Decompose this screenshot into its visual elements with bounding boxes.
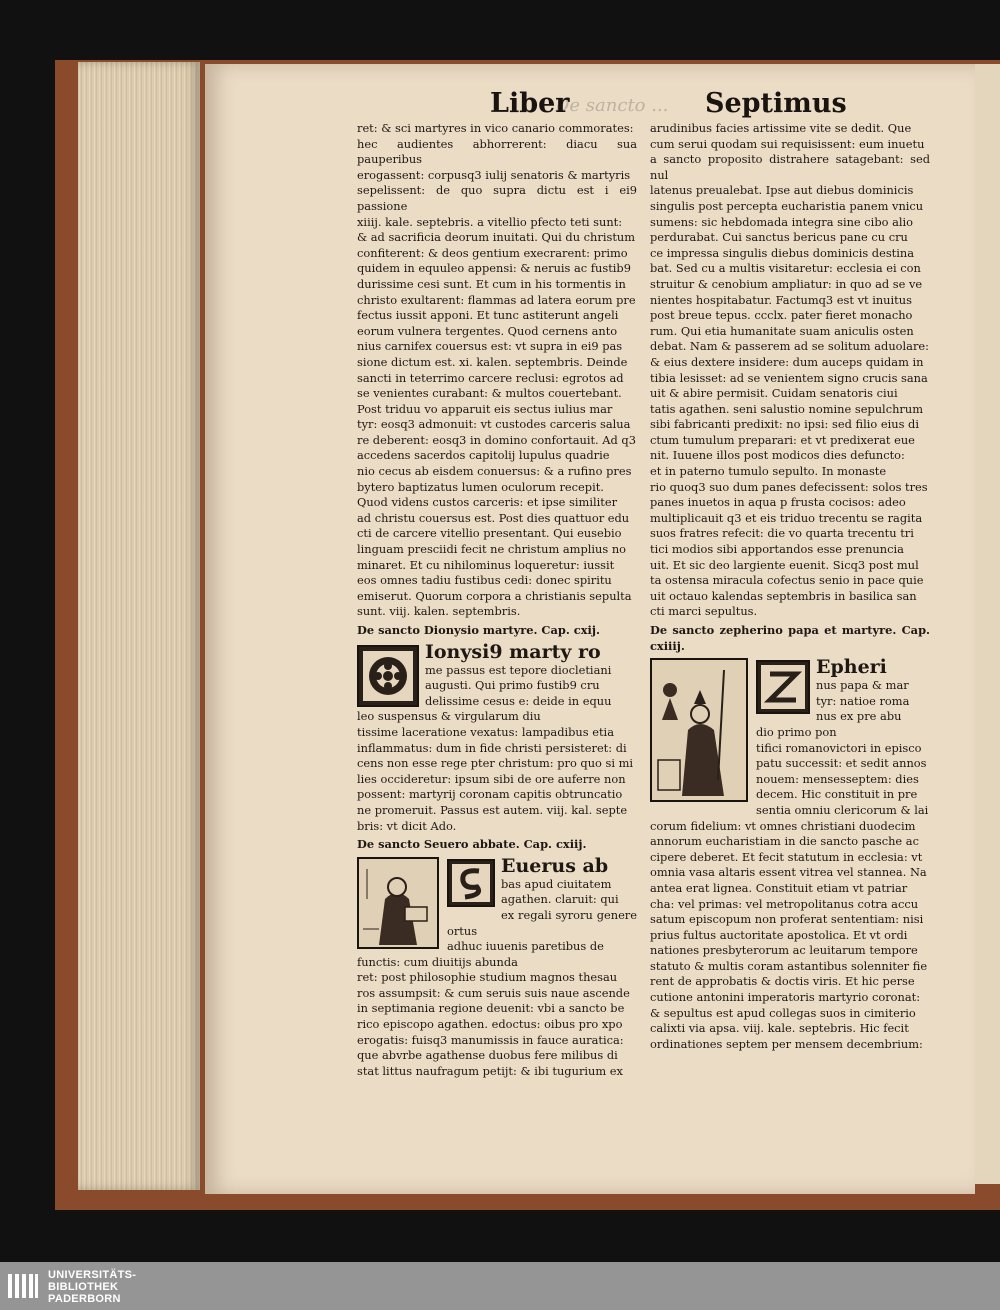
text-line: cutione antonini imperatoris martyrio coronat: (650, 990, 921, 1005)
text-line: bris: vt dicit Ado. (357, 818, 457, 833)
text-line: eos omnes tadiu fustibus cedi: donec spiritu (357, 573, 612, 588)
rubric-zepherinus: De sancto zepherino papa et martyre. Cap. cxiiij. (650, 623, 930, 653)
text-line: rent de approbatis & doctis viris. Et hic perse (650, 974, 915, 989)
text-line: cti de carcere vitellio presentant. Qui eusebio (357, 526, 622, 541)
text-line: ret: post philosophie studium magnos thesau (357, 970, 618, 985)
text-line: augusti. Qui primo fustib9 cru (425, 678, 600, 693)
text-line: possent: martyrij coronam capitis obtruncatio (357, 787, 623, 802)
text-line: ordinationes septem per mensem decembrium: (650, 1036, 923, 1051)
text-line: sepelissent: de quo supra dictu est i ei9 passione (357, 183, 637, 213)
rubric-dionysius: De sancto Dionysio martyre. Cap. cxij. (357, 623, 600, 637)
text-line: uit. Et sic deo largiente euenit. Sicq3 post mul (650, 557, 919, 572)
text-line: sibi fabricanti predixit: no ipsi: sed filio eius di (650, 417, 919, 432)
text-line: a sancto proposito distrahere satagebant: sed nul (650, 152, 930, 182)
text-line: bas apud ciuitatem (501, 876, 612, 891)
text-line: statuto & multis coram astantibus solenniter fie (650, 958, 928, 973)
text-line: nius carnifex couersus est: vt supra in ei9 pas (357, 339, 623, 354)
text-line: ta ostensa miracula cofectus senio in pace quie (650, 573, 924, 588)
text-line: tibia lesisset: ad se venientem signo crucis sana (650, 370, 928, 385)
text-line: hec audientes abhorrerent: diacu sua pauperibus (357, 136, 637, 167)
library-name-line-1: UNIVERSITÄTS- (48, 1269, 137, 1281)
monk-woodcut-image (357, 857, 439, 949)
text-line: rum. Qui etia humanitate suam aniculis osten (650, 323, 914, 338)
text-line: latenus preualebat. Ipse aut diebus dominicis (650, 183, 914, 198)
library-footer (0, 1262, 1000, 1310)
right-top-text (650, 121, 930, 620)
text-line: et in paterno tumulo sepulto. In monaste (650, 464, 887, 479)
text-line: tyr: eosq3 admonuit: vt custodes carceris salua (357, 417, 631, 432)
text-line: ctum tumulum preparari: et vt predixerat eue (650, 432, 915, 447)
text-line: eorum vulnera tergentes. Quod cernens anto (357, 323, 618, 338)
severus-entry (357, 855, 637, 1080)
text-line: tatis agathen. seni salustio nomine sepulchrum (650, 401, 923, 416)
text-line: nio cecus ab eisdem conuersus: & a rufino pres (357, 464, 632, 479)
text-line: struitur & cenobium ampliatur: in quo ad se ve (650, 276, 923, 291)
text-line: cens non esse rege pter christum: pro quo si mi (357, 756, 634, 771)
text-line: debat. Nam & passerem ad se solitum aduolare: (650, 339, 929, 354)
text-line: bytero baptizatus lumen oculorum recepit. (357, 479, 604, 494)
text-line: antea erat lignea. Constituit etiam vt patriar (650, 880, 908, 895)
text-line: stat littus naufragum petijt: & ibi tugurium ex (357, 1063, 623, 1078)
text-line: bat. Sed cu a multis visitaretur: ecclesia ei con (650, 261, 921, 276)
text-line: nus ex pre abu (816, 709, 902, 724)
text-line: ex regali syroru genere ortus (447, 907, 637, 938)
library-name (48, 1269, 136, 1305)
text-line: accedens sacerdos capitolij lupulus quadrie (357, 448, 610, 463)
text-line: post breue tepus. ccclx. pater fieret monacho (650, 308, 913, 323)
text-line: tifici romanovictori in episco (756, 740, 922, 755)
text-line: rio quoq3 suo dum panes defecissent: solos tres (650, 479, 928, 494)
text-line: quidem in equuleo appensi: & neruis ac fustib9 (357, 261, 631, 276)
text-line: inflammatus: dum in fide christi persisteret: di (357, 740, 627, 755)
text-line: suos fratres refecit: die vo quarta trecentu tri (650, 526, 914, 541)
running-head-left: Liber (490, 88, 570, 119)
text-line: me passus est tepore diocletiani (425, 662, 612, 677)
text-line: sentia omniu clericorum & lai (756, 802, 929, 817)
text-line: sunt. viij. kalen. septembris. (357, 604, 521, 619)
running-head-right: Septimus (705, 88, 847, 119)
text-line: singulis post percepta eucharistia panem vnicu (650, 198, 924, 213)
text-line: leo suspensus & virgularum diu (357, 709, 541, 724)
text-line: decem. Hic constituit in pre (756, 787, 918, 802)
right-column (650, 121, 930, 1052)
text-line: adhuc iuuenis paretibus de (447, 939, 604, 954)
left-column (357, 121, 637, 1079)
text-line: nus papa & mar (816, 678, 909, 693)
text-line: agathen. claruit: qui (501, 892, 619, 907)
text-line: calixti via apsa. viij. kale. septebris. Hic fecit (650, 1021, 909, 1036)
zepherinus-heading: Epheri (816, 656, 887, 679)
text-line: sancti in teterrimo carcere reclusi: egrotos ad (357, 370, 624, 385)
text-line: tissime laceratione vexatus: lampadibus etia (357, 724, 614, 739)
text-line: delissime cesus e: deide in equu (425, 693, 612, 708)
next-leaf (975, 64, 1000, 1184)
text-line: multiplicauit q3 et eis triduo trecentu se ragita (650, 510, 923, 525)
zepherinus-entry (650, 656, 930, 1052)
text-line: sumens: sic hebdomada integra sine cibo alio (650, 214, 914, 229)
library-name-line-2: BIBLIOTHEK (48, 1281, 119, 1293)
rubric-severus: De sancto Seuero abbate. Cap. cxiij. (357, 837, 587, 852)
text-line: christo exultarent: flammas ad latera eorum pre (357, 292, 636, 307)
text-line: linguam presciidi fecit ne christum amplius no (357, 542, 627, 557)
text-line: & eius dextere insidere: dum auceps quidam in (650, 354, 924, 369)
text-line: cum serui quodam sui requisissent: eum inuetu (650, 136, 925, 151)
text-line: durissime cesi sunt. Et cum in his tormentis in (357, 276, 626, 291)
text-line: panes inuetos in aqua p frusta cocisos: adeo (650, 495, 906, 510)
initial-z-ornament (756, 660, 810, 714)
text-line: que abvrbe agathense duobus fere milibus di (357, 1048, 618, 1063)
text-line: omnia vasa altaris essent vitrea vel stannea. Na (650, 865, 927, 880)
text-line: re deberent: eosq3 in domino confortauit. Ad q3 (357, 432, 636, 447)
pope-woodcut-image (650, 658, 748, 802)
text-line: lies occideretur: ipsum sibi de ore auferre non (357, 771, 626, 786)
page-edges (78, 62, 200, 1190)
text-line: confiterent: & deos gentium execrarent: primo (357, 245, 628, 260)
text-line: Post triduu vo apparuit eis sectus iulius mar (357, 401, 613, 416)
text-line: ad christu couersus est. Post dies quattuor edu (357, 510, 630, 525)
text-line: arudinibus facies artissime vite se dedit. Que (650, 121, 912, 135)
text-line: tici modios sibi apportandos esse prenuncia (650, 542, 904, 557)
initial-d-ornament (357, 645, 419, 707)
text-line: cipere deberet. Et fecit statutum in ecclesia: vt (650, 849, 923, 864)
text-line: emiserut. Quorum corpora a christianis sepulta (357, 588, 632, 603)
text-line: fectus iussit apponi. Et tunc astiterunt angeli (357, 308, 619, 323)
text-line: ne promeruit. Passus est autem. viij. kal. septe (357, 802, 628, 817)
text-line: & sepultus est apud collegas suos in cimiterio (650, 1005, 916, 1020)
text-line: erogassent: corpusq3 iulij senatoris & martyris (357, 167, 631, 182)
text-line: xiiij. kale. septebris. a vitellio pfecto teti sunt: (357, 214, 623, 229)
text-line: satum episcopum non proferat sententiam: nisi (650, 912, 924, 927)
dionysius-heading: Ionysi9 marty ro (425, 640, 601, 663)
text-line: uit & abire permisit. Cuidam senatoris ciui (650, 386, 898, 401)
initial-s-ornament (447, 859, 495, 907)
text-line: tyr: natioe roma (816, 693, 910, 708)
library-logo-icon (6, 1270, 40, 1302)
text-line: uit octauo kalendas septembris in basilica san (650, 588, 917, 603)
bleed-through-text: De sancto ... (555, 95, 669, 116)
text-line: nientes hospitabatur. Factumq3 est vt inuitus (650, 292, 912, 307)
text-line: cti marci sepultus. (650, 604, 758, 619)
dionysius-entry (357, 641, 637, 835)
text-line: ret: & sci martyres in vico canario commorates: (357, 121, 634, 135)
text-line: corum fidelium: vt omnes christiani duodecim (650, 818, 916, 833)
text-line: Quod videns custos carceris: et ipse similiter (357, 495, 618, 510)
text-line: functis: cum diuitijs abunda (357, 954, 518, 969)
text-line: in septimania regione deuenit: vbi a sancto be (357, 1001, 625, 1016)
text-line: minaret. Et cu nihilominus loqueretur: iussit (357, 557, 615, 572)
text-line: nit. Iuuene illos post modicos dies defuncto: (650, 448, 905, 463)
text-line: sione dictum est. xi. kalen. septembris. Deinde (357, 354, 628, 369)
text-line: patu successit: et sedit annos (756, 756, 927, 771)
text-line: perdurabat. Cui sanctus bericus pane cu cru (650, 230, 908, 245)
text-line: & ad sacrificia deorum inuitati. Qui du christum (357, 230, 636, 245)
library-name-line-3: PADERBORN (48, 1293, 121, 1305)
text-line: annorum eucharistiam in die sancto pasche ac (650, 834, 919, 849)
severus-heading: Euerus ab (501, 854, 609, 877)
text-line: nationes presbyterorum ac leuitarum tempore (650, 943, 918, 958)
text-line: cha: vel primas: vel metropolitanus cotra accu (650, 896, 919, 911)
text-line: nouem: mensesseptem: dies (756, 771, 919, 786)
text-line: dio primo pon (756, 724, 837, 739)
text-line: ce impressa singulis diebus dominicis destina (650, 245, 915, 260)
text-line: se venientes curabant: & multos couertebant. (357, 386, 622, 401)
text-line: ros assumpsit: & cum seruis suis naue ascende (357, 985, 630, 1000)
text-line: rico episcopo agathen. edoctus: oibus pro xpo (357, 1017, 623, 1032)
left-top-text (357, 121, 637, 620)
text-line: erogatis: fuisq3 manumissis in fauce auratica: (357, 1032, 624, 1047)
text-line: prius fultus auctoritate apostolica. Et vt ordi (650, 927, 908, 942)
